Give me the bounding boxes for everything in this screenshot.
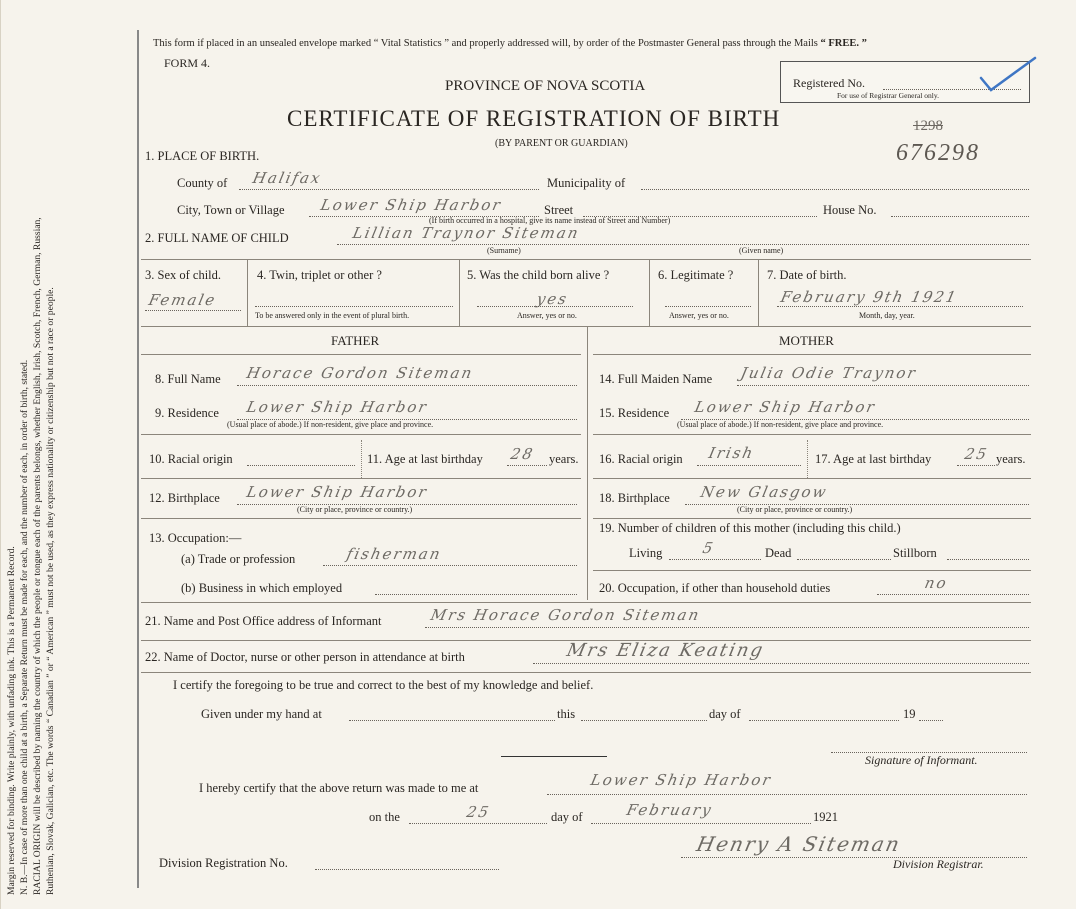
margin-notes [5, 15, 57, 895]
trade-value: fisherman [345, 545, 444, 563]
living-value: 5 [701, 539, 717, 557]
day-of-label-2: day of [551, 810, 583, 824]
given-under-label: Given under my hand at [201, 707, 322, 721]
children-count-label: 19. Number of children of this mother (including this child.) [599, 521, 901, 535]
mother-residence-note: (Usual place of abode.) If non-resident, give place and province. [677, 420, 884, 429]
legitimate-label: 6. Legitimate ? [658, 268, 734, 282]
alive-label: 5. Was the child born alive ? [467, 268, 610, 282]
registrar-certify-label: I hereby certify that the above return was made to me at [199, 781, 479, 795]
registration-month: February [625, 801, 715, 819]
registrar-place-value: Lower Ship Harbor [589, 771, 774, 789]
doctor-value: Mrs Eliza Keating [564, 640, 767, 661]
surname-note: (Surname) [487, 246, 521, 255]
alive-note: Answer, yes or no. [517, 311, 577, 320]
mail-notice: This form if placed in an unsealed envelope marked “ Vital Statistics ” and properly addressed will, by order of the Postmaster General pass through the Mails “ FREE. ” [153, 38, 867, 49]
mother-residence-value: Lower Ship Harbor [693, 398, 878, 416]
stillborn-label: Stillborn [893, 546, 937, 560]
division-registration-label: Division Registration No. [159, 856, 288, 870]
municipality-label: Municipality of [547, 176, 626, 190]
trade-label: (a) Trade or profession [181, 552, 296, 566]
given-name-note: (Given name) [739, 246, 784, 255]
child-name-value: Lillian Traynor Siteman [351, 224, 582, 242]
mother-age-label: 17. Age at last birthday [815, 452, 932, 466]
certify-statement: I certify the foregoing to be true and correct to the best of my knowledge and belief. [173, 678, 594, 692]
margin-note: Ruthenian, Slovak, Galician, etc. The words “ Canadian ” or “ American ” must not be used, as they express nationality or citizenship but not a race or people. [45, 287, 56, 895]
mother-birthplace-value: New Glasgow [699, 483, 830, 501]
mother-racial-value: Irish [707, 444, 757, 462]
doctor-label: 22. Name of Doctor, nurse or other person in attendance at birth [145, 650, 465, 664]
registrar-signature: Henry A Siteman [694, 832, 904, 856]
margin-note: RACIAL ORIGIN will be described by naming the country of which the people or tongue each of the parents belongs, whether English, Irish, Scotch, French, German, Russian, [32, 217, 43, 895]
mother-occupation-value: no [923, 574, 950, 592]
father-birthplace-label: 12. Birthplace [149, 491, 220, 505]
county-value: Halifax [251, 169, 324, 187]
stamp-number: 676298 [896, 140, 980, 166]
margin-note: Margin reserved for binding. Write plainly, with unfading ink. This is a Permanent Record. [6, 546, 17, 895]
father-heading: FATHER [331, 333, 380, 348]
registration-year: 1921 [813, 810, 838, 824]
registration-day: 25 [465, 803, 493, 821]
mother-racial-label: 16. Racial origin [599, 452, 683, 466]
twin-label: 4. Twin, triplet or other ? [257, 268, 382, 282]
father-racial-label: 10. Racial origin [149, 452, 233, 466]
father-name-label: 8. Full Name [155, 372, 221, 386]
place-of-birth-heading: 1. PLACE OF BIRTH. [145, 149, 260, 163]
informant-value: Mrs Horace Gordon Siteman [429, 606, 703, 624]
on-the-label: on the [369, 810, 400, 824]
mother-years: years. [996, 452, 1026, 466]
mother-name-label: 14. Full Maiden Name [599, 372, 713, 386]
county-label: County of [177, 176, 228, 190]
father-age-value: 28 [509, 445, 537, 463]
dob-value: February 9th 1921 [779, 288, 960, 306]
father-occupation-label: 13. Occupation:— [149, 531, 242, 545]
dob-note: Month, day, year. [859, 311, 915, 320]
informant-signature-label: Signature of Informant. [865, 753, 978, 767]
mother-birthplace-label: 18. Birthplace [599, 491, 670, 505]
city-label: City, Town or Village [177, 203, 285, 217]
father-name-value: Horace Gordon Siteman [245, 364, 476, 382]
free-mark: “ FREE. ” [820, 38, 867, 49]
father-birthplace-value: Lower Ship Harbor [245, 483, 430, 501]
year-prefix: 19 [903, 707, 916, 721]
sex-value: Female [147, 291, 219, 309]
stamp-struck: 1298 [913, 118, 943, 134]
city-value: Lower Ship Harbor [319, 196, 504, 214]
mother-heading: MOTHER [779, 333, 834, 348]
dob-label: 7. Date of birth. [767, 268, 847, 282]
registered-note: For use of Registrar General only. [837, 91, 939, 100]
this-label: this [557, 707, 576, 721]
dead-label: Dead [765, 546, 792, 560]
mother-birthplace-note: (City or place, province or country.) [737, 505, 853, 514]
certificate-subtitle: (BY PARENT OR GUARDIAN) [495, 138, 628, 149]
street-label: Street [544, 203, 574, 217]
registered-label: Registered No. [793, 76, 865, 90]
twin-note: To be answered only in the event of plural birth. [255, 311, 410, 320]
legitimate-note: Answer, yes or no. [669, 311, 729, 320]
day-of-label: day of [709, 707, 741, 721]
informant-label: 21. Name and Post Office address of Informant [145, 614, 382, 628]
form-number: FORM 4. [164, 56, 211, 70]
father-years: years. [549, 452, 579, 466]
blue-check-icon [979, 56, 1037, 96]
child-name-label: 2. FULL NAME OF CHILD [145, 231, 289, 245]
mother-name-value: Julia Odie Traynor [739, 364, 919, 382]
street-note: (If birth occurred in a hospital, give its name instead of Street and Number) [429, 216, 671, 225]
margin-note: N. B.—In case of more than one child at a birth, a Separate Return must be made for each, and the number of each, in order of birth, stated. [19, 359, 30, 895]
mother-residence-label: 15. Residence [599, 406, 670, 420]
mother-occupation-label: 20. Occupation, if other than household duties [599, 581, 831, 595]
father-residence-note: (Usual place of abode.) If non-resident, give place and province. [227, 420, 434, 429]
margin-rule [137, 30, 139, 888]
business-label: (b) Business in which employed [181, 581, 343, 595]
living-label: Living [629, 546, 663, 560]
father-residence-label: 9. Residence [155, 406, 219, 420]
province-title: PROVINCE OF NOVA SCOTIA [445, 78, 646, 94]
certificate-title: CERTIFICATE OF REGISTRATION OF BIRTH [287, 106, 781, 131]
sex-label: 3. Sex of child. [145, 268, 222, 282]
division-registrar-label: Division Registrar. [893, 857, 984, 871]
alive-value: yes [535, 290, 570, 308]
father-birthplace-note: (City or place, province or country.) [297, 505, 413, 514]
mother-age-value: 25 [963, 445, 991, 463]
house-label: House No. [823, 203, 877, 217]
father-age-label: 11. Age at last birthday [367, 452, 483, 466]
father-residence-value: Lower Ship Harbor [245, 398, 430, 416]
